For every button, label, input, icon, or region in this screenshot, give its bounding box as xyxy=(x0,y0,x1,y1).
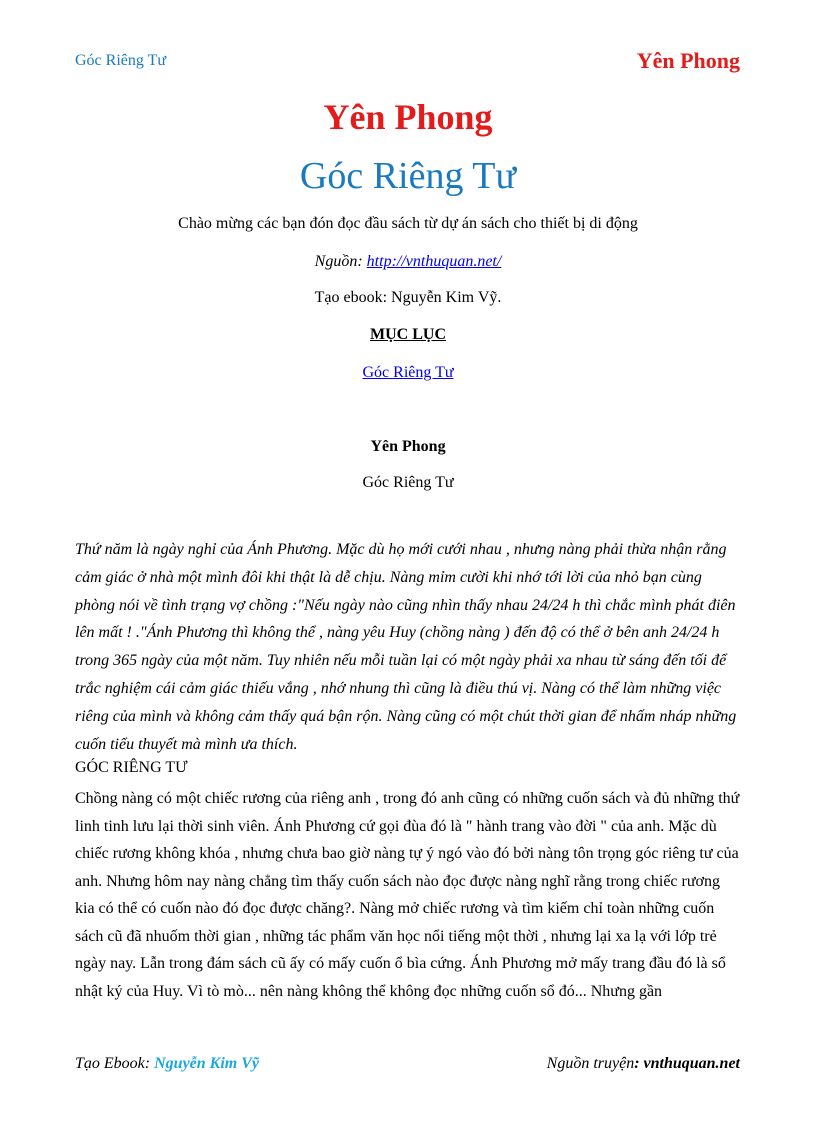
book-title: Góc Riêng Tư xyxy=(299,155,517,197)
section-title: Góc Riêng Tư xyxy=(362,474,454,491)
footer-ebook-sep: : xyxy=(144,1055,155,1072)
body-paragraph: Chồng nàng có một chiếc rương của riêng anh , trong đó anh cũng có những cuốn sách và đủ những thứ linh tinh lưu lại thời sinh viên. Ánh Phương cứ gọi đùa đó là " hành trang vào đời " của anh. Mặc dù chiếc rương không khóa , nhưng chưa bao giờ nàng tự ý ngó vào đó bởi nàng tôn trọng góc riêng tư của anh. Nhưng hôm nay nàng chẳng tìm thấy cuốn sách nào đọc được nàng nghĩ rằng trong chiếc rương kia có thể có cuốn nào đó đọc được chăng?. Nàng mở chiếc rương và tìm kiếm chỉ toàn những cuốn sách cũ đã nhuốm thời gian , những tác phẩm văn học nổi tiếng một thời , nhưng lại xa lạ với lớp trẻ ngày nay. Lẫn trong đám sách cũ ấy có mấy cuốn ổ bìa cứng. Ánh Phương mở mấy trang đầu đó là sổ nhật ký của Huy. Vì tò mò... nên nàng không thể không đọc những cuốn sổ đó... Nhưng gần xyxy=(75,790,740,1000)
section-author: Yên Phong xyxy=(370,438,446,455)
footer-ebook-name: Nguyễn Kim Vỹ xyxy=(154,1055,259,1072)
footer-source xyxy=(547,1055,740,1073)
source-label: Nguồn: xyxy=(314,253,367,270)
toc-link-chapter[interactable]: Góc Riêng Tư xyxy=(362,364,454,381)
book-author-title: Yên Phong xyxy=(323,97,493,137)
footer-ebook-label: Tạo Ebook xyxy=(75,1055,145,1072)
chapter-heading: GÓC RIÊNG TƯ xyxy=(75,759,188,776)
source-line xyxy=(0,253,816,271)
footer-source-sep: : xyxy=(634,1055,644,1072)
footer-source-label: Nguồn truyện xyxy=(546,1055,635,1072)
intro-paragraph: Thứ năm là ngày nghỉ của Ánh Phương. Mặc dù họ mới cưới nhau , nhưng nàng phải thừa nhận rằng cảm giác ở nhà một mình đôi khi thật là dễ chịu. Nàng mỉm cười khi nhớ tới lời của nhỏ bạn cùng phòng nói về tình trạng vợ chồng :"Nếu ngày nào cũng nhìn thấy nhau 24/24 h thì chắc mình phát điên lên mất ! ."Ánh Phương thì không thể , nàng yêu Huy (chồng nàng ) đến độ có thể ở bên anh 24/24 h trong 365 ngày của một năm. Tuy nhiên nếu mỗi tuần lại có một ngày phải xa nhau từ sáng đến tối để trắc nghiệm cái cảm giác thiếu vắng , nhớ nhung thì cũng là điều thú vị. Nàng có thể làm những việc riêng của mình và không cảm thấy quá bận rộn. Nàng cũng có một chút thời gian để nhấm nháp những cuốn tiểu thuyết mà mình ưa thích. xyxy=(75,541,737,753)
source-link[interactable]: http://vnthuquan.net/ xyxy=(366,253,502,270)
footer-ebook-credit xyxy=(75,1055,259,1073)
footer-source-site: vnthuquan.net xyxy=(643,1055,740,1072)
welcome-text: Chào mừng các bạn đón đọc đầu sách từ dự án sách cho thiết bị di động xyxy=(178,215,638,232)
toc-title: MỤC LỤC xyxy=(370,326,446,343)
running-header-title: Góc Riêng Tư xyxy=(75,52,167,69)
running-header-author: Yên Phong xyxy=(636,48,740,73)
ebook-credit: Tạo ebook: Nguyễn Kim Vỹ. xyxy=(314,289,502,306)
